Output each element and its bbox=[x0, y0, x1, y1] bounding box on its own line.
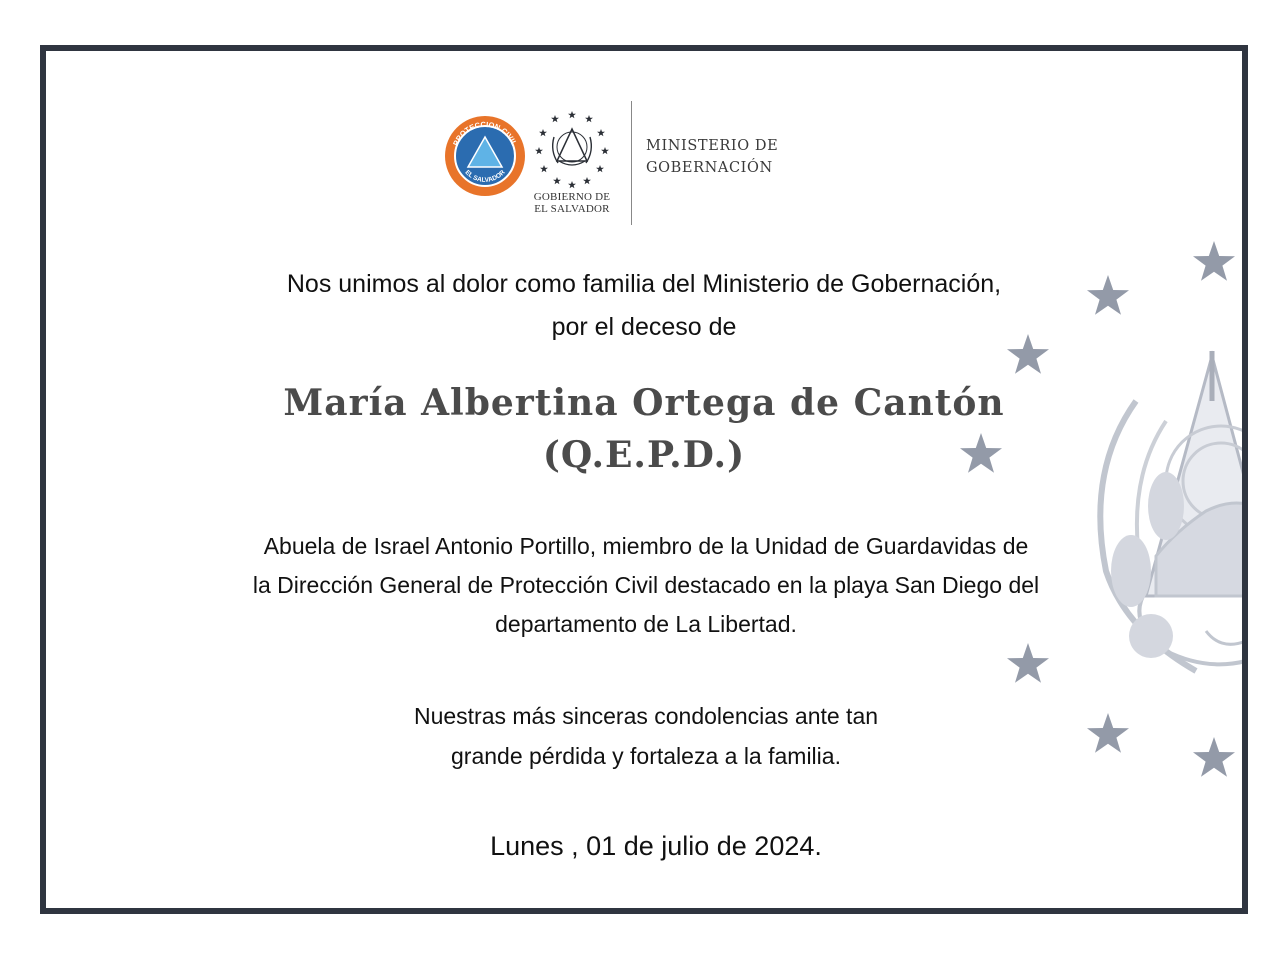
deceased-name: María Albertina Ortega de Cantón (Q.E.P.D.) bbox=[283, 382, 1005, 476]
relation-paragraph: Abuela de Israel Antonio Portillo, miembro de la Unidad de Guardavidas de la Dirección General de Protección Civil destacado en la playa San Diego del departamento de La Libertad. bbox=[252, 533, 1040, 637]
logo-divider bbox=[631, 101, 632, 225]
proteccion-civil-logo bbox=[444, 115, 526, 197]
condolence-card bbox=[40, 45, 1248, 914]
header-logos bbox=[444, 101, 864, 231]
condolence-paragraph: Nuestras más sinceras condolencias ante tan grande pérdida y fortaleza a la familia. bbox=[413, 703, 879, 769]
svg-text:PROTECCION CIVIL: PROTECCION CIVIL bbox=[451, 119, 519, 148]
gobierno-label: GOBIERNO DE EL SALVADOR bbox=[533, 191, 611, 215]
gobierno-seal-icon bbox=[532, 109, 612, 189]
svg-text:EL SALVADOR: EL SALVADOR bbox=[463, 168, 507, 184]
ministry-label: MINISTERIO DE GOBERNACIÓN bbox=[646, 138, 779, 176]
date-line: Lunes , 01 de julio de 2024. bbox=[490, 831, 822, 861]
intro-text: Nos unimos al dolor como familia del Ministerio de Gobernación, por el deceso de bbox=[286, 270, 1002, 341]
